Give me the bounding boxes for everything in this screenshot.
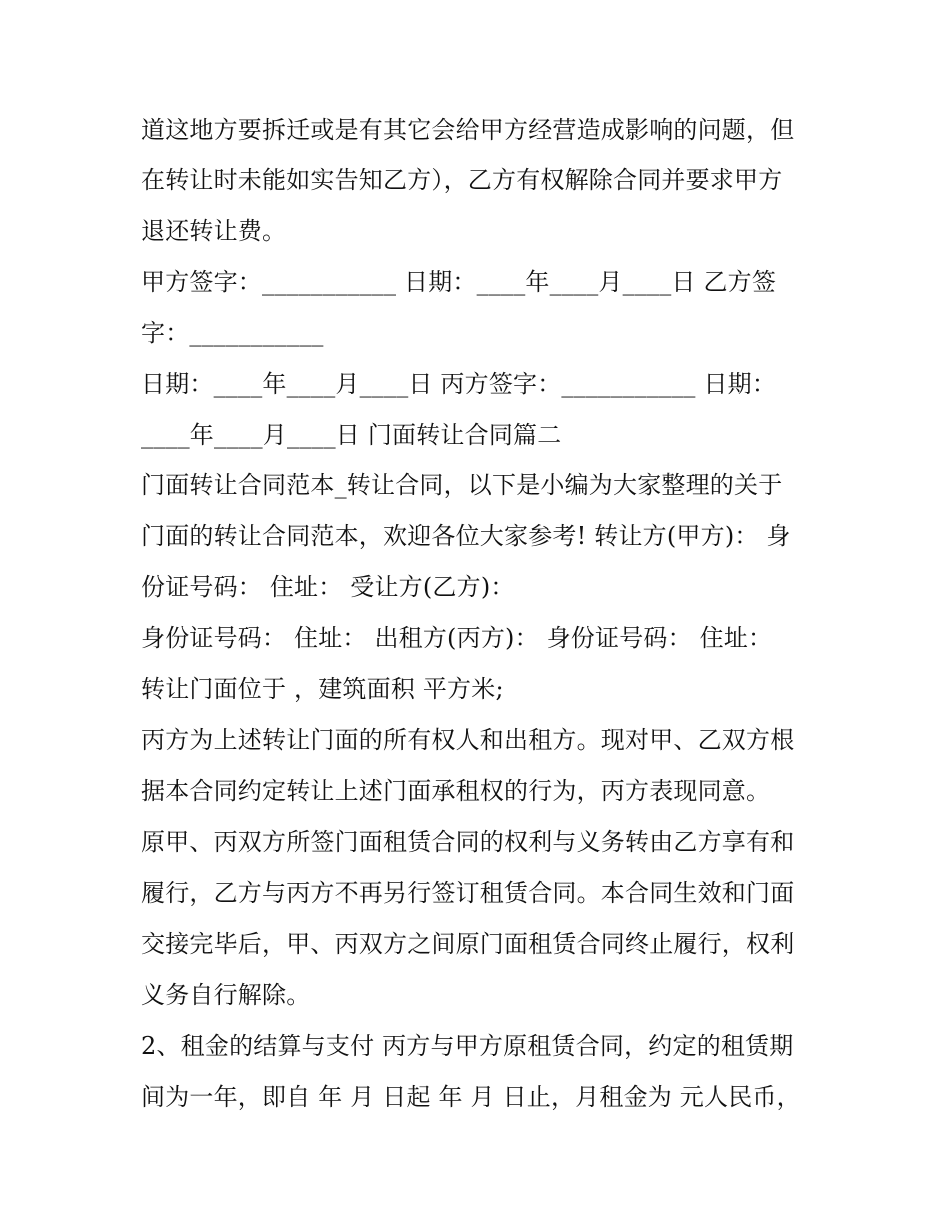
text-line-15: 原甲、丙双方所签门面租赁合同的权利与义务转由乙方享有和: [141, 828, 795, 856]
text-line-8: 门面转让合同范本_转让合同，以下是小编为大家整理的关于: [141, 471, 783, 499]
text-line-3: 退还转让费。: [141, 217, 287, 245]
text-line-6: 日期：____年____月____日 丙方签字：___________ 日期：: [141, 370, 777, 398]
text-line-2: 在转让时未能如实告知乙方），乙方有权解除合同并要求甲方: [141, 166, 783, 194]
text-line-20: 间为一年，即自 年 月 日起 年 月 日止，月租金为 元人民币，: [141, 1083, 801, 1111]
text-line-13: 丙方为上述转让门面的所有权人和出租方。现对甲、乙双方根: [141, 726, 795, 754]
text-line-10: 份证号码： 住址： 受让方(乙方)：: [141, 573, 515, 601]
text-line-9: 门面的转让合同范本，欢迎各位大家参考! 转让方(甲方)： 身: [141, 522, 791, 550]
text-line-12: 转让门面位于 ，建筑面积 平方米;: [141, 675, 504, 703]
text-line-11: 身份证号码： 住址： 出租方(丙方)： 身份证号码： 住址：: [141, 624, 773, 652]
text-line-14: 据本合同约定转让上述门面承租权的行为，丙方表现同意。: [141, 777, 771, 805]
text-line-4: 甲方签字：___________ 日期：____年____月____日 乙方签: [141, 268, 777, 296]
text-line-17: 交接完毕后，甲、丙双方之间原门面租赁合同终止履行，权利: [141, 930, 795, 958]
text-line-7: ____年____月____日 门面转让合同篇二: [141, 421, 562, 449]
text-line-5: 字：___________: [141, 319, 324, 347]
text-line-19: 2、租金的结算与支付 丙方与甲方原租赁合同，约定的租赁期: [141, 1032, 794, 1060]
text-line-1: 道这地方要拆迁或是有其它会给甲方经营造成影响的问题，但: [141, 116, 795, 144]
text-line-18: 义务自行解除。: [141, 981, 311, 1009]
text-line-16: 履行，乙方与丙方不再另行签订租赁合同。本合同生效和门面: [141, 879, 795, 907]
